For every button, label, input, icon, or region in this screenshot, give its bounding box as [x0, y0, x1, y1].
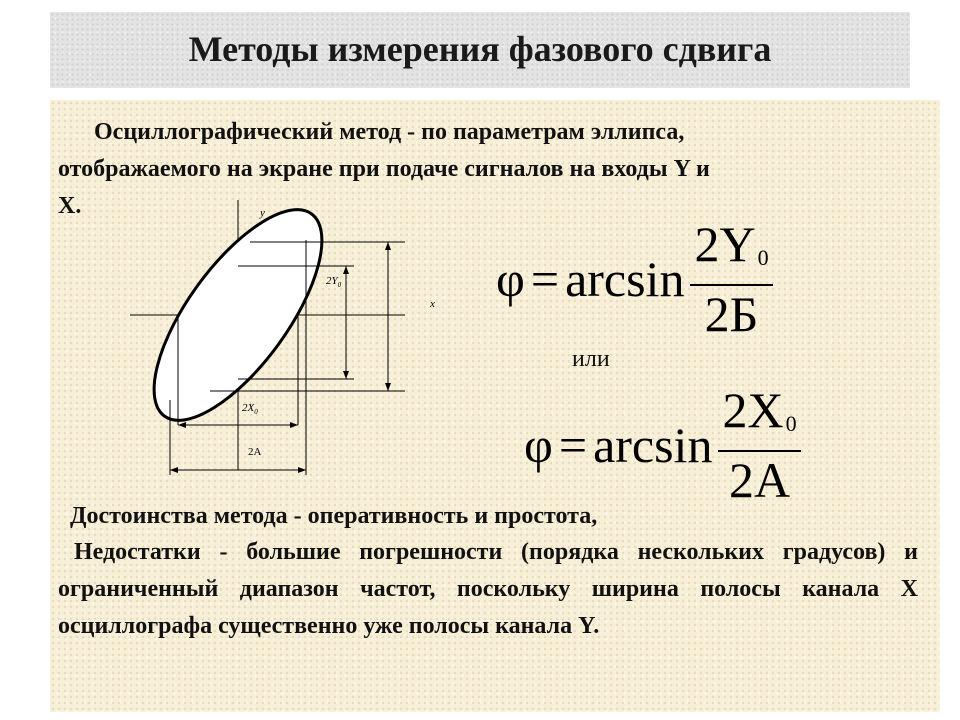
label-2y0: $2Y_0$: [326, 275, 342, 289]
denominator: 2A: [728, 452, 791, 508]
title-bar: [50, 12, 910, 88]
phi-symbol: φ: [524, 417, 553, 473]
formula-x: [524, 384, 801, 506]
equals-sign: =: [558, 417, 588, 473]
slide-title: Методы измерения фазового сдвига: [188, 29, 772, 69]
label-2x0: $2X_0$: [242, 402, 258, 416]
intro-line-2: отображаемого на экране при подаче сигналов на входы Y и: [58, 156, 710, 182]
advantages-text: Достоинства метода - оперативность и простота,: [70, 503, 598, 529]
phi-symbol: φ: [496, 251, 525, 307]
or-connector: или: [572, 346, 610, 372]
disadvantages-text: Недостатки - большие погрешности (порядка нескольких градусов) и ограниченный диапазон частот, поскольку ширина полосы канала X осциллографа существенно уже полосы канала Y.: [58, 539, 918, 639]
y-axis-label: y: [260, 207, 265, 219]
arcsin-function: arcsin: [565, 251, 685, 307]
fraction: [718, 384, 800, 506]
arcsin-function: arcsin: [593, 417, 713, 473]
numerator: $2Y_0$: [690, 218, 772, 286]
intro-line-3: X.: [58, 193, 82, 219]
intro-line-1: Осциллографический метод - по параметрам эллипса,: [94, 119, 685, 145]
fraction: [690, 218, 772, 340]
formula-y: [496, 218, 773, 340]
ellipse-diagram: [130, 200, 460, 500]
denominator: 2Б: [704, 286, 759, 342]
numerator: $2X_0$: [718, 384, 800, 452]
content-panel: [50, 100, 940, 712]
equals-sign: =: [530, 251, 560, 307]
x-axis-label: x: [430, 298, 435, 310]
label-2a: 2A: [248, 446, 262, 458]
ellipse: [130, 200, 352, 446]
